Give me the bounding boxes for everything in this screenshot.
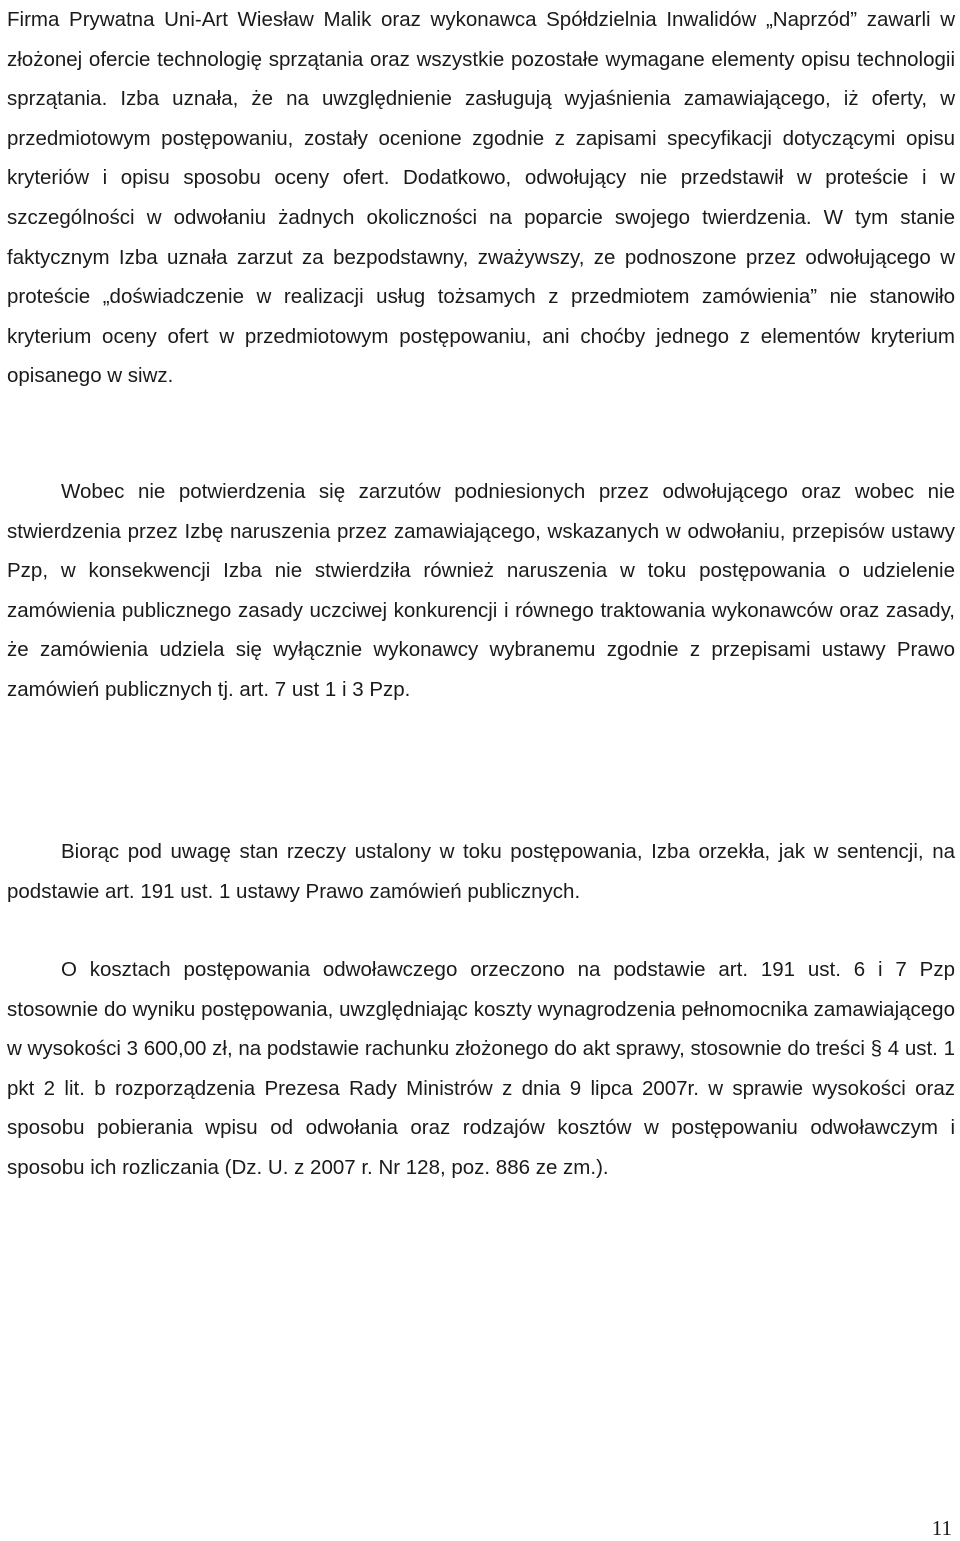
paragraph-offer-technology: Firma Prywatna Uni-Art Wiesław Malik oraz wykonawca Spółdzielnia Inwalidów „Naprzód” zawarli w złożonej ofercie technologię sprzątania oraz wszystkie pozostałe wymagane elementy opisu technologii sprzątania. Izba uznała, że na uwzględnienie zasługują wyjaśnienia zamawiającego, iż oferty, w przedmiotowym postępowaniu, zostały ocenione zgodnie z zapisami specyfikacji dotyczącymi opisu kryteriów i opisu sposobu oceny ofert. Dodatkowo, odwołujący nie przedstawił w proteście i w szczególności w odwołaniu żadnych okoliczności na poparcie swojego twierdzenia. W tym stanie faktycznym Izba uznała zarzut za bezpodstawny, zważywszy, ze podnoszone przez odwołującego w proteście „doświadczenie w realizacji usług tożsamych z przedmiotem zamówienia” nie stanowiło kryterium oceny ofert w przedmiotowym postępowaniu, ani choćby jednego z elementów kryterium opisanego w siwz. (7, 8, 955, 388)
paragraph-ruling-basis: Biorąc pod uwagę stan rzeczy ustalony w toku postępowania, Izba orzekła, jak w sentencji, na podstawie art. 191 ust. 1 ustawy Prawo zamówień publicznych. (7, 840, 955, 903)
paragraph-no-violation: Wobec nie potwierdzenia się zarzutów podniesionych przez odwołującego oraz wobec nie stwierdzenia przez Izbę naruszenia przez zamawiającego, wskazanych w odwołaniu, przepisów ustawy Pzp, w konsekwencji Izba nie stwierdziła również naruszenia w toku postępowania o udzielenie zamówienia publicznego zasady uczciwej konkurencji i równego traktowania wykonawców oraz zasady, że zamówienia udziela się wyłącznie wykonawcy wybranemu zgodnie z przepisami ustawy Prawo zamówień publicznych tj. art. 7 ust 1 i 3 Pzp. (7, 480, 955, 701)
page-number: 11 (931, 1516, 952, 1540)
paragraph-costs: O kosztach postępowania odwoławczego orzeczono na podstawie art. 191 ust. 6 i 7 Pzp stosownie do wyniku postępowania, uwzględniając koszty wynagrodzenia pełnomocnika zamawiającego w wysokości 3 600,00 zł, na podstawie rachunku złożonego do akt sprawy, stosownie do treści § 4 ust. 1 pkt 2 lit. b rozporządzenia Prezesa Rady Ministrów z dnia 9 lipca 2007r. w sprawie wysokości oraz sposobu pobierania wpisu od odwołania oraz rodzajów kosztów w postępowaniu odwoławczym i sposobu ich rozliczania (Dz. U. z 2007 r. Nr 128, poz. 886 ze zm.). (7, 958, 955, 1179)
